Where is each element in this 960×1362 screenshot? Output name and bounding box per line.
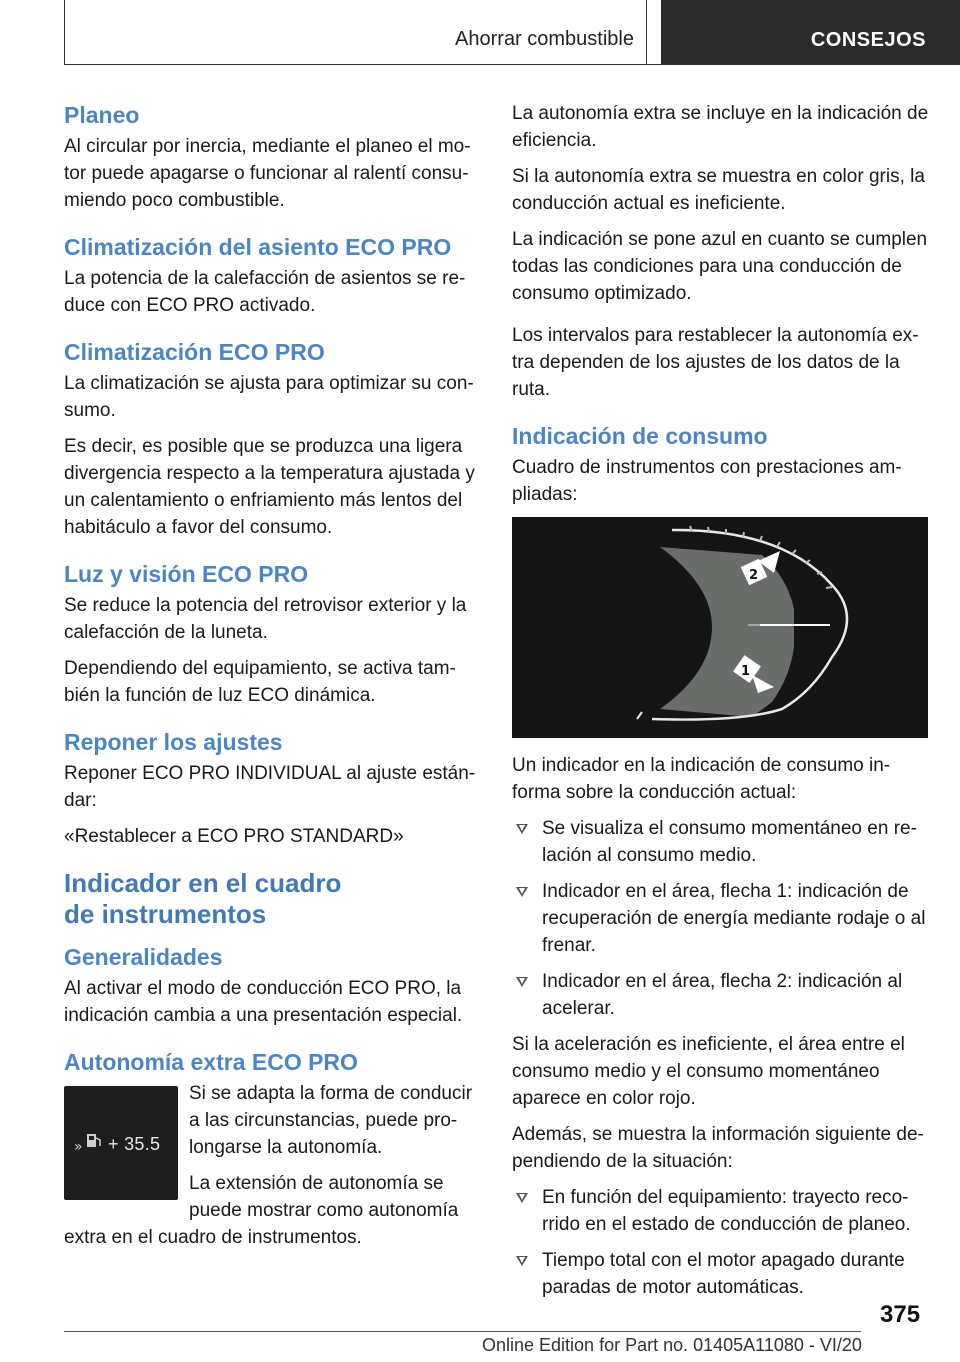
autonomia-text-1: Si se adapta la forma de conducir a las circunstancias, puede pro-longarse la autonomía.	[189, 1083, 473, 1158]
autonomia-text-2: La extensión de autonomía se puede mostrar como autonomía extra en el cuadro de instrumentos.	[64, 1173, 459, 1248]
right-para-5: Un indicador en la indicación de consumo in-forma sobre la conducción actual:	[512, 755, 891, 803]
consumo-heading: Indicación de consumo	[512, 423, 768, 449]
bullet-list-1	[512, 815, 932, 1022]
planeo-heading: Planeo	[64, 102, 140, 128]
list-item: Tiempo total con el motor apagado durante paradas de motor automáticas.	[512, 1247, 932, 1301]
right-para-7: Además, se muestra la información siguiente de-pendiendo de la situación:	[512, 1124, 924, 1172]
indicador-heading	[64, 868, 478, 930]
luz-text-2: Dependiendo del equipamiento, se activa tam-bién la función de luz ECO dinámica.	[64, 658, 456, 706]
indicador-heading-line1: Indicador en el cuadro	[64, 868, 342, 898]
planeo-text: Al circular por inercia, mediante el planeo el mo-tor puede apagarse o funcionar al ralentí consu-miendo poco combustible.	[64, 136, 471, 211]
svg-text:»: »	[74, 1139, 83, 1155]
footer-rule	[64, 1331, 861, 1332]
list-item: Indicador en el área, flecha 2: indicación al acelerar.	[512, 968, 932, 1022]
header-rule	[64, 64, 960, 65]
reponer-text-1: Reponer ECO PRO INDIVIDUAL al ajuste están-dar:	[64, 763, 476, 811]
left-column	[64, 100, 478, 1260]
right-para-3: La indicación se pone azul en cuanto se cumplen todas las condiciones para una conducción de consumo optimizado.	[512, 229, 928, 304]
list-item: En función del equipamiento: trayecto reco-rrido en el estado de conducción de planeo.	[512, 1184, 932, 1238]
arrow-1-label: 1	[741, 664, 751, 679]
consumo-text: Cuadro de instrumentos con prestaciones am-pliadas:	[512, 457, 902, 505]
right-para-2: Si la autonomía extra se muestra en color gris, la conducción actual es ineficiente.	[512, 166, 925, 214]
header-section-label: Ahorrar combustible	[455, 28, 634, 50]
clima-heading: Climatización ECO PRO	[64, 339, 325, 365]
luz-text-1: Se reduce la potencia del retrovisor exterior y la calefacción de la luneta.	[64, 595, 467, 643]
bullet-list-2	[512, 1184, 932, 1301]
consumption-display-figure	[512, 517, 928, 738]
list-item: Indicador en el área, flecha 1: indicación de recuperación de energía mediante rodaje o al frenar.	[512, 878, 932, 959]
indicador-heading-line2: de instrumentos	[64, 899, 267, 929]
eco-range-value: + 35.5	[108, 1134, 161, 1154]
generalidades-text: Al activar el modo de conducción ECO PRO, la indicación cambia a una presentación especial.	[64, 978, 463, 1026]
asiento-text: La potencia de la calefacción de asientos se re-duce con ECO PRO activado.	[64, 268, 466, 316]
right-para-6: Si la aceleración es ineficiente, el área entre el consumo medio y el consumo momentáneo aparece en color rojo.	[512, 1034, 905, 1109]
page-number: 375	[880, 1301, 921, 1328]
list-item: Se visualiza el consumo momentáneo en re-lación al consumo medio.	[512, 815, 932, 869]
footer-edition: Online Edition for Part no. 01405A11080 - VI/20	[482, 1335, 862, 1355]
reponer-heading: Reponer los ajustes	[64, 729, 283, 755]
header-chapter-tab	[661, 0, 960, 64]
header-chapter-label: CONSEJOS	[810, 29, 926, 51]
right-para-1: La autonomía extra se incluye en la indicación de eficiencia.	[512, 103, 929, 151]
clima-text-2: Es decir, es posible que se produzca una ligera divergencia respecto a la temperatura ajustada y un calentamiento o enfriamiento más lentos del habitáculo a favor del consumo.	[64, 436, 475, 538]
generalidades-heading: Generalidades	[64, 944, 223, 970]
autonomia-block	[64, 1080, 478, 1251]
right-para-4: Los intervalos para restablecer la autonomía ex-tra dependen de los ajustes de los datos de la ruta.	[512, 325, 919, 400]
arrow-2-label: 2	[749, 568, 759, 583]
eco-range-display	[64, 1086, 178, 1200]
header-section-tab	[64, 0, 647, 64]
reponer-text-2: «Restablecer a ECO PRO STANDARD»	[64, 826, 404, 847]
clima-text-1: La climatización se ajusta para optimizar su con-sumo.	[64, 373, 474, 421]
luz-heading: Luz y visión ECO PRO	[64, 561, 309, 587]
right-column	[512, 100, 932, 1310]
asiento-heading: Climatización del asiento ECO PRO	[64, 234, 452, 260]
autonomia-heading: Autonomía extra ECO PRO	[64, 1049, 358, 1075]
